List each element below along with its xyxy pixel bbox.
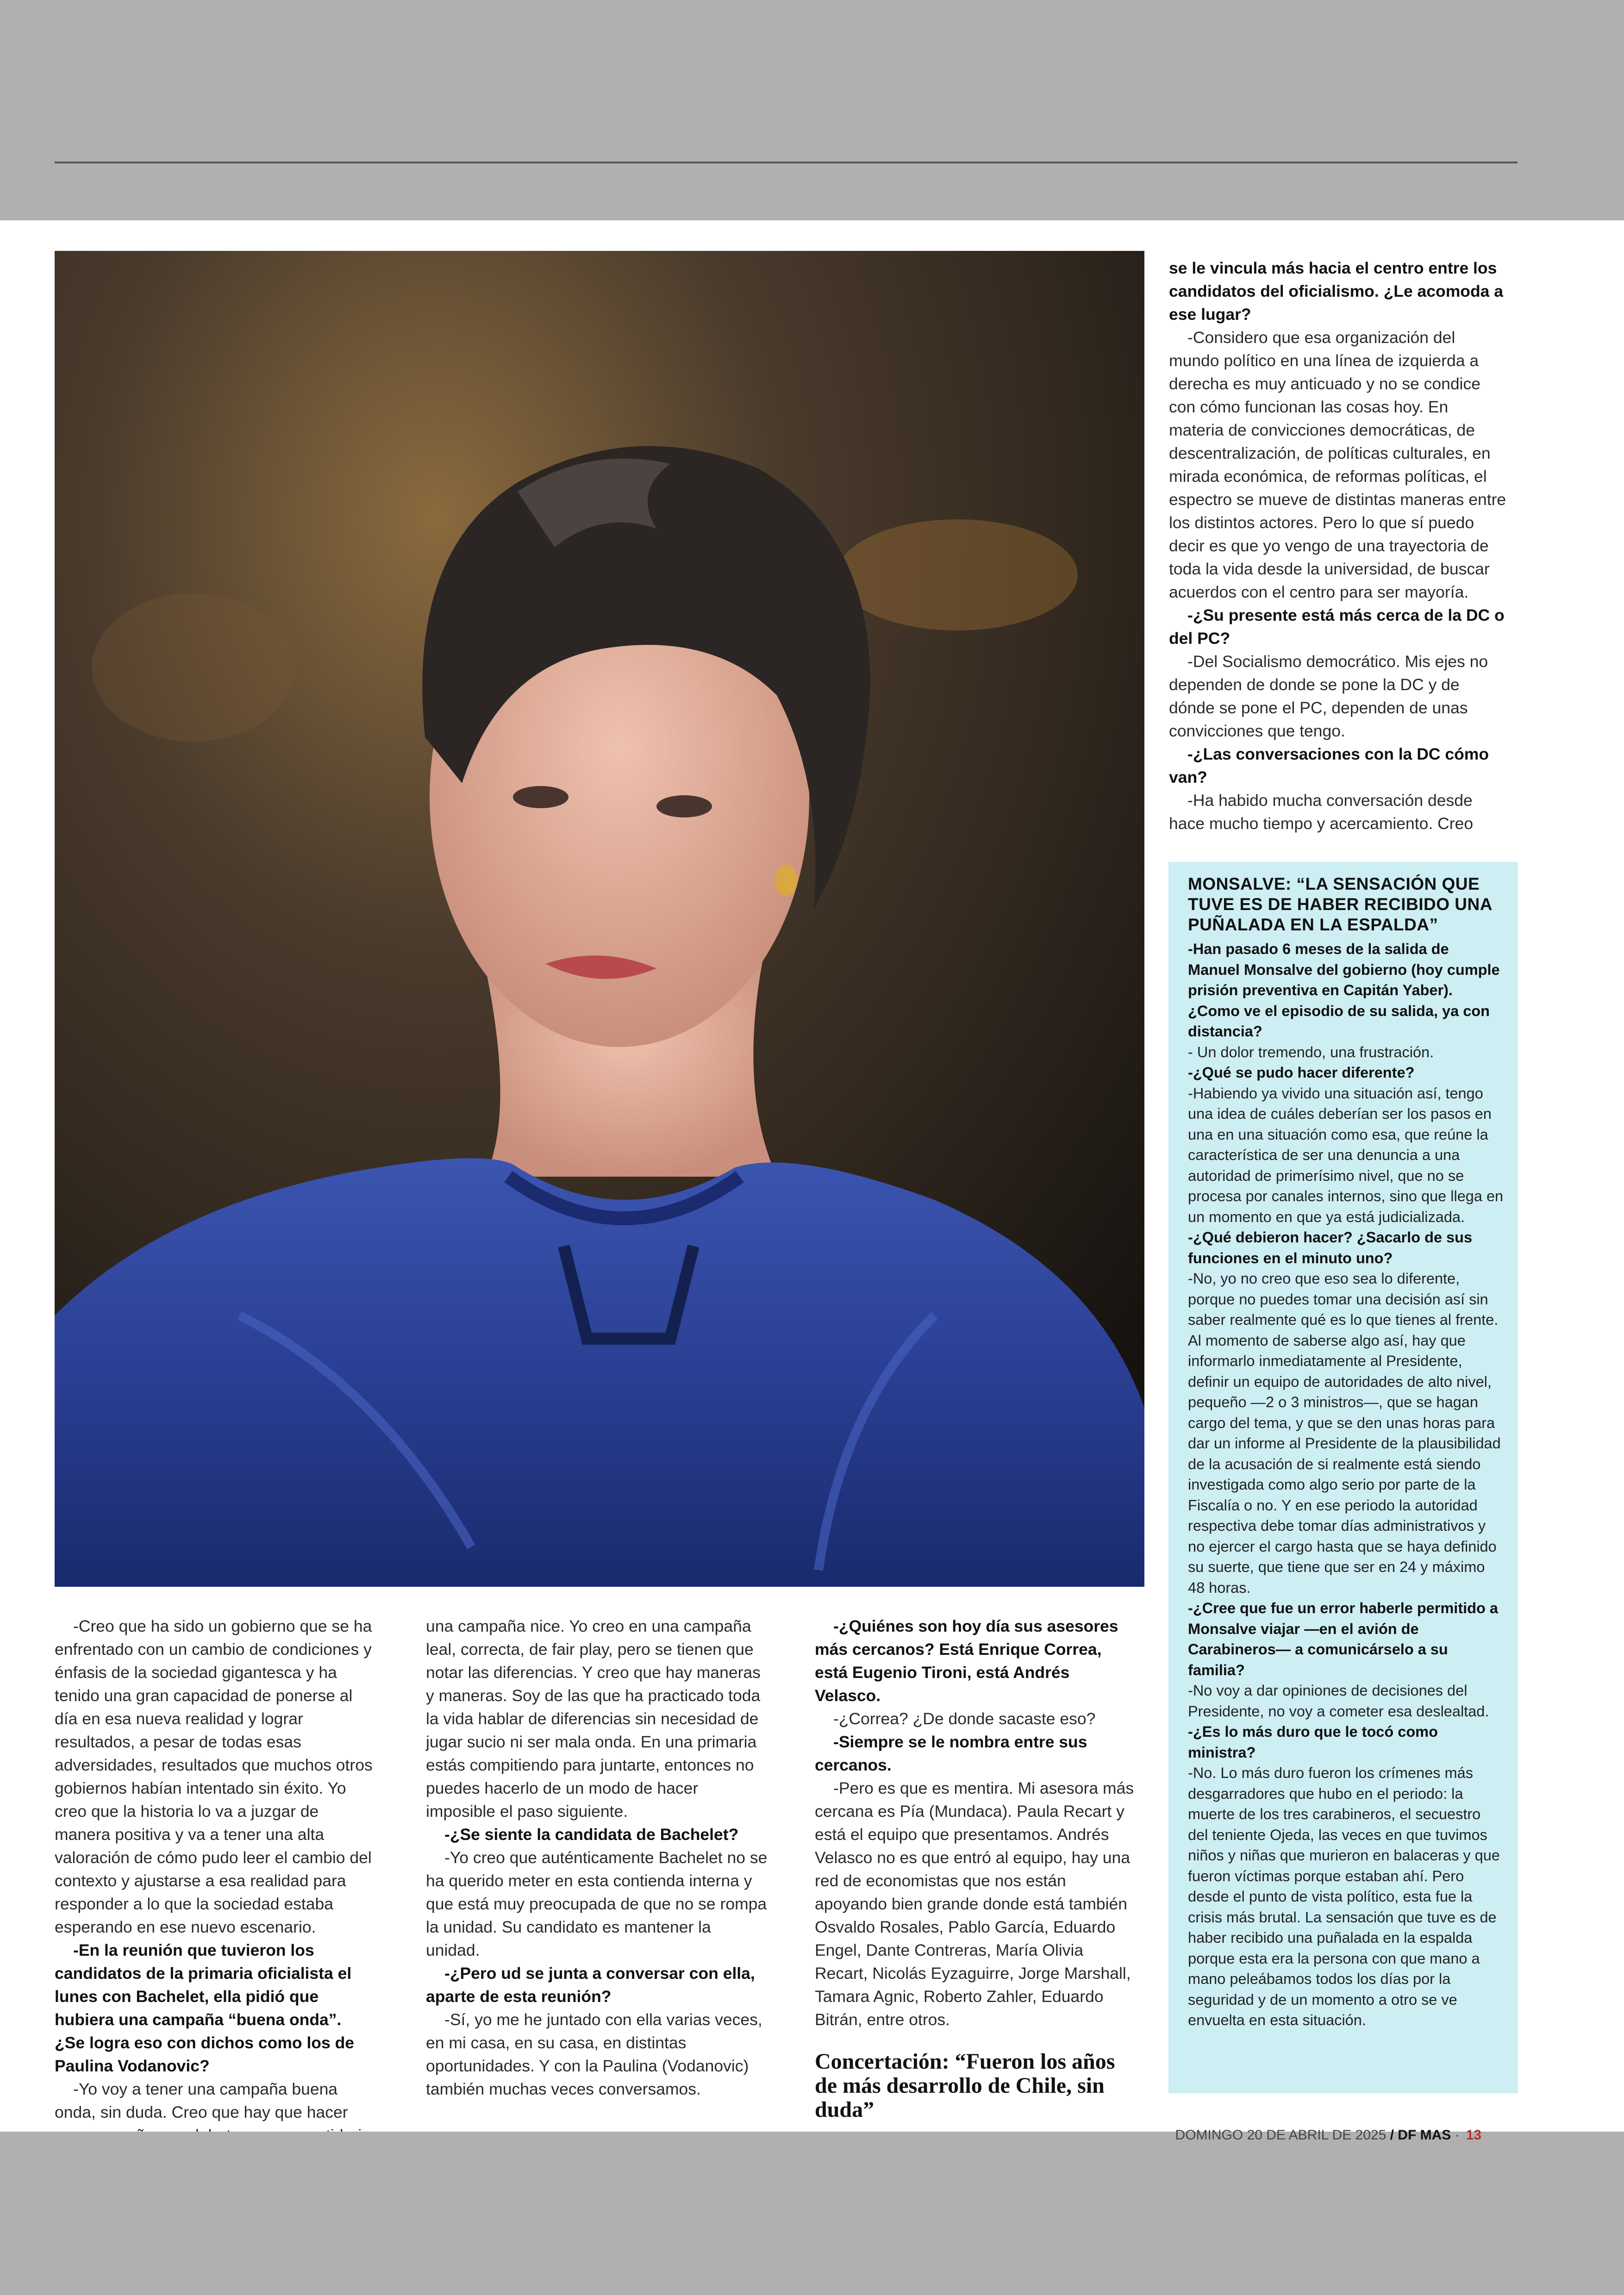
section-subhead: Concertación: “Fueron los años de más desarrollo de Chile, sin duda”: [815, 2049, 1115, 2122]
article-column-1: [55, 1615, 374, 2170]
box-question: -¿Es lo más duro que le tocó como ministra?: [1188, 1723, 1438, 1761]
paragraph: una campaña nice. Yo creo en una campaña leal, correcta, de fair play, pero se tienen que notar las diferencias. Y creo que hay maneras y maneras. Soy de las que ha practicado toda la vida hablar de diferencias sin necesidad de jugar sucio ni ser mala onda. En una primaria estás compitiendo para juntarte, entonces no puedes hacerlo de un modo de hacer imposible el paso siguiente.: [426, 1617, 761, 1821]
box-question: -¿Qué se pudo hacer diferente?: [1188, 1064, 1415, 1081]
box-question: -Han pasado 6 meses de la salida de Manuel Monsalve del gobierno (hoy cumple prisión preventiva en Capitán Yaber). ¿Como ve el episodio de su salida, ya con distancia?: [1188, 941, 1500, 1040]
article-column-right: [1169, 256, 1507, 835]
box-answer: - Un dolor tremendo, una frustración.: [1188, 1043, 1434, 1060]
footer-dot: ·: [1451, 2127, 1460, 2143]
question: -Siempre se le nombra entre sus cercanos.: [815, 1733, 1087, 1774]
page-footer: [1157, 2126, 1481, 2145]
paragraph: -¿Correa? ¿De donde sacaste eso?: [833, 1709, 1096, 1728]
question: -¿Pero ud se junta a conversar con ella, aparte de esta reunión?: [426, 1964, 755, 2006]
portrait-illustration: [55, 251, 1144, 1587]
box-answer: -No. Lo más duro fueron los crímenes más desgarradores que hubo en el periodo: la muerte de los tres carabineros, el secuestro del teniente Ojeda, las veces en que tuvimos niños y niñas que murieron en balaceras y que fueron víctimas porque estaban ahí. Pero desde el punto de vista político, esta fue la crisis más brutal. La sensación que tuve es de haber recibido una puñalada en la espalda porque esta era la persona con que mano a mano peleábamos todos los días por la seguridad y de un momento a otro se ve envuelta en esta situación.: [1188, 1765, 1500, 2028]
paragraph: -Creo que ha sido un gobierno que se ha enfrentado con un cambio de condiciones y énfasis de la sociedad gigantesca y ha tenido una gran capacidad de ponerse al día en esa nueva realidad y lograr resultados, a pesar de todas esas adversidades, resultados que muchos otros gobiernos habían intentado sin éxito. Yo creo que la historia lo va a juzgar de manera positiva y va a tener una alta valoración de cómo pudo leer el cambio del contexto y ajustarse a esa realidad para responder a lo que la sociedad estaba esperando en ese nuevo escenario.: [55, 1617, 373, 1936]
top-margin-band: [0, 0, 1624, 220]
box-title: MONSALVE: “LA SENSACIÓN QUE TUVE ES DE HABER RECIBIDO UNA PUÑALADA EN LA ESPALDA”: [1188, 874, 1492, 934]
paragraph: -Yo creo que auténticamente Bachelet no se ha querido meter en esta contienda interna y que está muy preocupada de que no se rompa la unidad. Su candidato es mantener la unidad.: [426, 1848, 768, 1959]
paragraph: -Pero es que es mentira. Mi asesora más cercana es Pía (Mundaca). Paula Recart y está el equipo que presentamos. Andrés Velasco no es que entró al equipo, hay una red de economistas que nos están apoyando bien grande donde está también Osvaldo Rosales, Pablo García, Eduardo Engel, Dante Contreras, María Olivia Recart, Nicolás Eyzaguirre, Jorge Marshall, Tamara Agnic, Roberto Zahler, Eduardo Bitrán, entre otros.: [815, 1779, 1134, 2029]
paragraph: -Del Socialismo democrático. Mis ejes no dependen de donde se pone la DC y de dónde se pone el PC, dependen de unas convicciones que tengo.: [1169, 652, 1488, 740]
box-question: -¿Cree que fue un error haberle permitido a Monsalve viajar —en el avión de Carabineros— a comunicárselo a su familia?: [1188, 1600, 1498, 1678]
question: -En la reunión que tuvieron los candidatos de la primaria oficialista el lunes con Bachelet, ella pidió que hubiera una campaña “buena onda”. ¿Se logra eso con dichos como los de Paulina Vodanovic?: [55, 1941, 355, 2075]
box-answer: -Habiendo ya vivido una situación así, tengo una idea de cuáles deberían ser los pasos en una en una situación como esa, que reúne la característica de ser una denuncia a una autoridad de primerísimo nivel, que no se procesa por canales internos, sino que llega en un momento en que ya está judicializada.: [1188, 1085, 1504, 1225]
box-answer: -No, yo no creo que eso sea lo diferente, porque no puedes tomar una decisión así sin saber realmente qué es lo que tienes al frente. Al momento de saberse algo así, hay que informarlo inmediatamente al Presidente, definir un equipo de autoridades de alto nivel, pequeño —2 o 3 ministros—, que se hagan cargo del tema, y que se den unas horas para dar un informe al Presidente de la plausibilidad de la acusación de si realmente está siendo investigada como algo serio por parte de la Fiscalía o no. Y en ese periodo la autoridad respectiva debe tomar días administrativos y no ejercer el cargo hasta que se haya definido su suerte, que tiene que ser en 24 y máximo 48 horas.: [1188, 1270, 1501, 1596]
header-rule: [55, 162, 1518, 163]
bottom-margin-band: [0, 2132, 1624, 2295]
question: -¿Las conversaciones con la DC cómo van?: [1169, 745, 1489, 786]
paragraph: -Considero que esa organización del mundo político en una línea de izquierda a derecha es muy anticuado y no se condice con cómo funcionan las cosas hoy. En materia de convicciones democráticas, de descentralización, de políticas culturales, en mirada económica, de reformas políticas, el espectro se mueve de distintas maneras entre los distintos actores. Pero lo que sí puedo decir es que yo vengo de una trayectoria de toda la vida desde la universidad, de buscar acuerdos con el centro para ser mayoría.: [1169, 328, 1506, 601]
box-question: -¿Qué debieron hacer? ¿Sacarlo de sus funciones en el minuto uno?: [1188, 1229, 1473, 1266]
footer-date: DOMINGO 20 DE ABRIL DE 2025: [1175, 2127, 1387, 2143]
paragraph: -Ha habido mucha conversación desde hace mucho tiempo y acercamiento. Creo: [1169, 791, 1474, 833]
footer-separator: /: [1386, 2127, 1398, 2143]
question: -¿Se siente la candidata de Bachelet?: [444, 1825, 739, 1844]
question: -¿Su presente está más cerca de la DC o del PC?: [1169, 606, 1505, 648]
portrait-photo: [55, 251, 1144, 1587]
article-column-3: [815, 1615, 1139, 2152]
page-number: 13: [1466, 2127, 1481, 2143]
question: -¿Quiénes son hoy día sus asesores más cercanos? Está Enrique Correa, está Eugenio Tironi, está Andrés Velasco.: [815, 1617, 1118, 1705]
box-answer: -No voy a dar opiniones de decisiones del Presidente, no voy a cometer esa deslealtad.: [1188, 1682, 1489, 1720]
paragraph: -Yo voy a tener una campaña buena onda, sin duda. Creo que hay que hacer: [55, 2080, 348, 2121]
sidebar-box-monsalve: [1168, 862, 1518, 2093]
footer-brand: DF MAS: [1398, 2127, 1451, 2143]
article-column-2: [426, 1615, 768, 2101]
question: se le vincula más hacia el centro entre los candidatos del oficialismo. ¿Le acomoda a ese lugar?: [1169, 259, 1504, 324]
paragraph: -Sí, yo me he juntado con ella varias veces, en mi casa, en su casa, en distintas oportunidades. Y con la Paulina (Vodanovic) también muchas veces conversamos.: [426, 2010, 762, 2098]
